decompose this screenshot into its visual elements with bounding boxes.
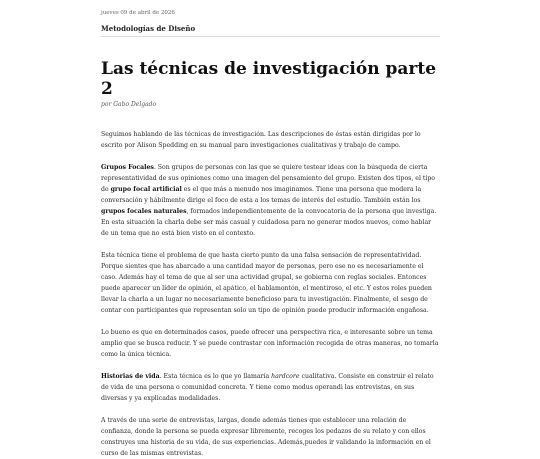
text-segment: cualitativa. Consiste en construir el relato de vida de una persona o comunidad concreta. Y tiene como modus operandi las entrevistas, en sus diversas y ya explicadas modalidades. bbox=[101, 373, 434, 402]
term-historias-de-vida: Historias de vida bbox=[101, 373, 160, 380]
paragraph-beneficios: Lo bueno es que en determinados casos, puede ofrecer una perspectiva rica, e interesante sobre un tema amplio que se busca reducir. Y se puede contrastar con información recogida de otras maneras, no tomarla como la única técnica. bbox=[101, 329, 439, 358]
post-title: Las técnicas de investigación parte 2 bbox=[101, 59, 437, 99]
paragraph-intro: Seguimos hablando de las técnicas de investigación. Las descripciones de éstas están dirigidas por lo escrito por Alison Spedding en su manual para investigaciones cualitativas y trabajo de campo. bbox=[101, 131, 421, 149]
paragraph-historias-de-vida bbox=[101, 371, 440, 404]
term-grupos-focales-naturales: grupos focales naturales bbox=[101, 208, 187, 215]
paragraph-grupos-focales bbox=[101, 162, 440, 239]
text-segment: . Esta técnica es lo que yo llamaría bbox=[159, 373, 272, 380]
text-segment: , formados independientemente de la convocatoria de la persona que investiga. En esta situación la charla debe ser más casual y cuidadosa para no generar modos nuevos, como hablar de un tema que no está bien visto en el contexto. bbox=[101, 208, 437, 237]
header-divider bbox=[101, 36, 440, 37]
paragraph-problemas: Esta técnica tiene el problema de que hasta cierto punto da una falsa sensación de representatividad. Porque sientes que has abarcado a una cantidad mayor de personas, pero ese no es necesariamente el caso. Además hay el tema de que al ser una actividad grupal, se gobierna con reglas sociales. Entonces puede aparecer un líder de opinión, el apático, el hablamontón, el mentiroso, el etc. Y estos roles pueden llevar la charla a un lugar no necesariamente beneficioso para tu investigación. Finalmente, el sesgo de contar con participantes que representan solo un tipo de opinión puede producir información engañosa. bbox=[101, 252, 432, 314]
text-segment: es el que más a menudo nos imaginamos. Tiene una persona que modera la conversación y hábilmente dirige el foco de esta a los temas de interés del estudio. También están los bbox=[101, 186, 422, 204]
post-byline: por Gabo Delgado bbox=[101, 101, 157, 108]
paragraph-entrevistas: A través de una serie de entrevistas, largas, donde además tienes que establecer una relación de confianza, donde la persona se pueda expresar libremente, recoges los pedazos de su relato y con ellos construyes una historia de su vida, de sus experiencias. Además,puedes ir validando la información en el curso de las mismas entrevistas. bbox=[101, 417, 431, 457]
emphasis-hardcore: hardcore bbox=[271, 373, 300, 380]
post-date: jueves 09 de abril de 2026 bbox=[101, 10, 175, 16]
text-segment: . Son grupos de personas con las que se quiere testear ideas con la búsqueda de cierta representatividad de sus opiniones como una imagen del pensamiento del grupo. Existen dos tipos, el tipo de bbox=[101, 164, 436, 193]
blog-title-link[interactable]: Metodologías de Diseño bbox=[101, 24, 196, 33]
term-grupo-focal-artificial: grupo focal artificial bbox=[110, 186, 182, 193]
term-grupos-focales: Grupos Focales bbox=[101, 164, 154, 171]
